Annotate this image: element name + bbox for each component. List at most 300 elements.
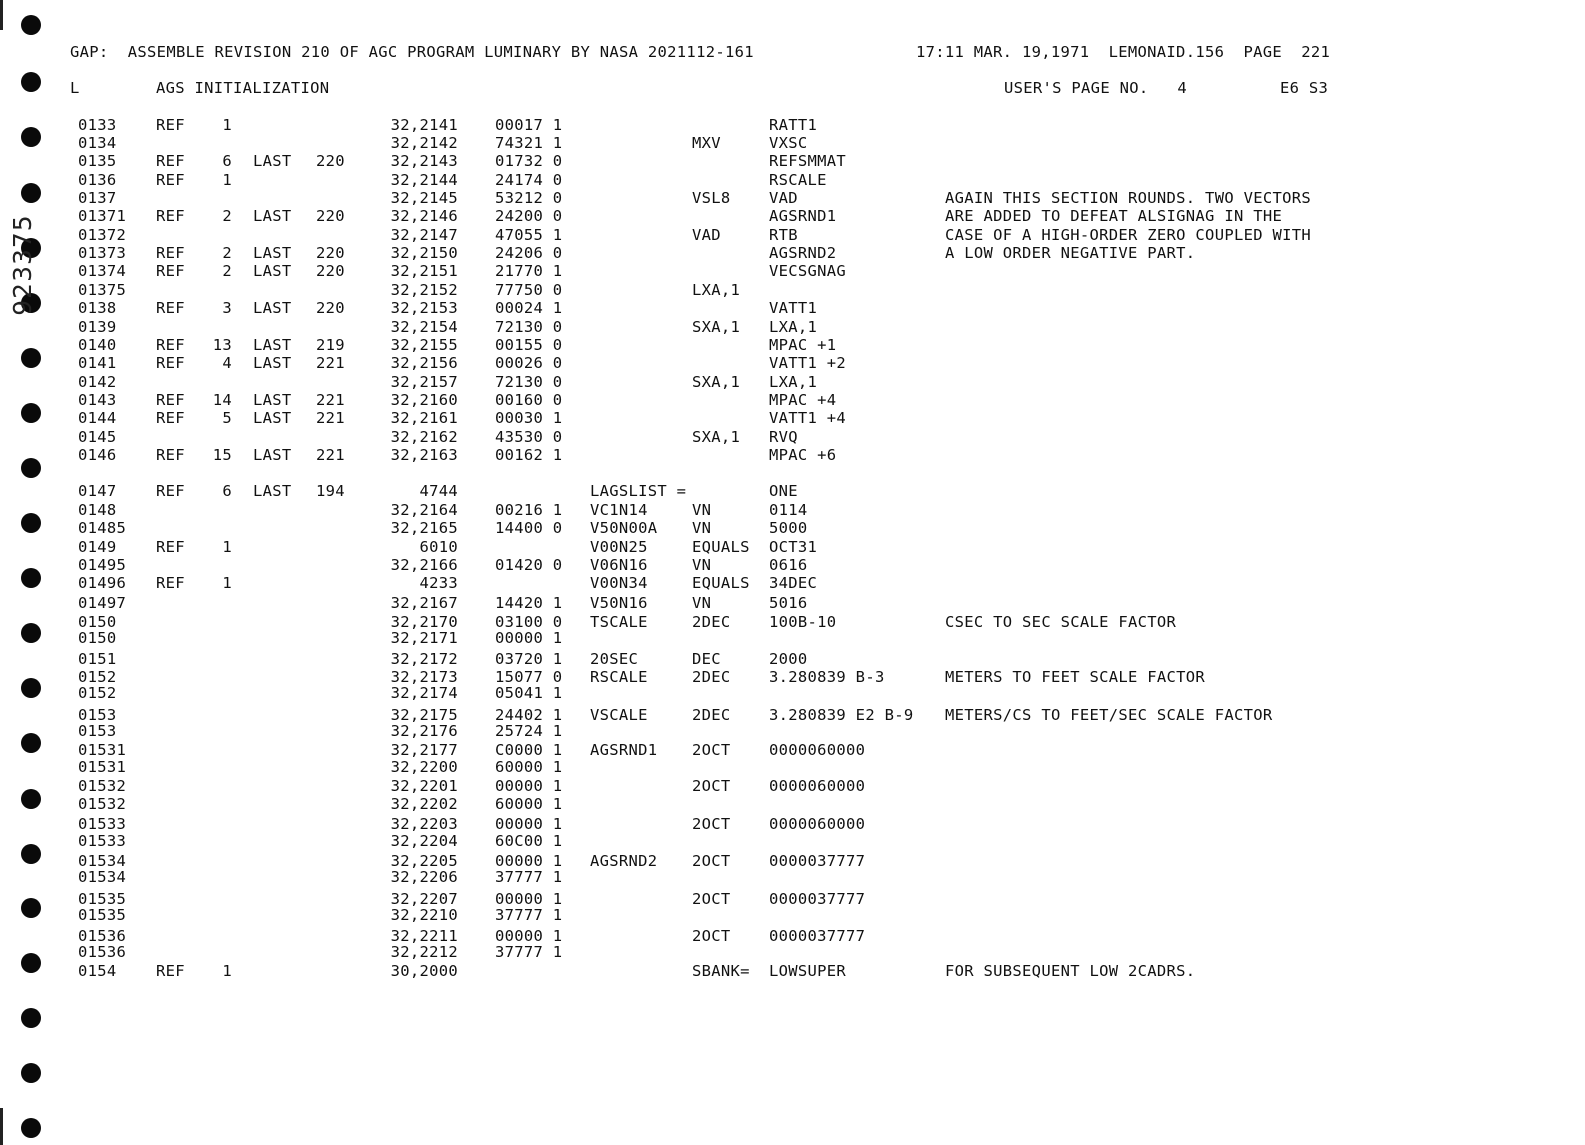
feed-hole <box>21 1008 41 1028</box>
cell-addr: 32,2146 <box>390 207 458 225</box>
cell-operand: AGSRND2 <box>769 244 837 262</box>
cell-word: 60000 1 <box>495 795 563 813</box>
listing-row <box>0 777 1585 795</box>
cell-lastn: 221 <box>316 409 345 427</box>
cell-addr: 32,2143 <box>390 152 458 170</box>
cell-word: 24174 0 <box>495 171 563 189</box>
cell-seq: 01373 <box>78 244 127 262</box>
cell-addr: 32,2155 <box>390 336 458 354</box>
cell-addr: 30,2000 <box>390 962 458 980</box>
cell-addr: 4233 <box>419 574 458 592</box>
cell-seq: 0147 <box>78 482 117 500</box>
listing-row <box>0 501 1585 519</box>
page-header-date: 17:11 MAR. 19,1971 LEMONAID.156 PAGE 221 <box>916 43 1331 61</box>
cell-operand: 5000 <box>769 519 808 537</box>
cell-seq: 01531 <box>78 741 127 759</box>
cell-addr: 32,2152 <box>390 281 458 299</box>
cell-addr: 32,2162 <box>390 428 458 446</box>
listing-row <box>0 207 1585 225</box>
cell-ref: REF <box>156 574 185 592</box>
cell-op: 2OCT <box>692 815 731 833</box>
cell-word: 05041 1 <box>495 684 563 702</box>
cell-ref: REF <box>156 446 185 464</box>
cell-seq: 01532 <box>78 795 127 813</box>
cell-addr: 32,2205 <box>390 852 458 870</box>
cell-addr: 32,2154 <box>390 318 458 336</box>
cell-addr: 32,2204 <box>390 832 458 850</box>
cell-seq: 0142 <box>78 373 117 391</box>
cell-word: 14400 0 <box>495 519 563 537</box>
cell-ref: REF <box>156 262 185 280</box>
cell-operand: AGSRND1 <box>769 207 837 225</box>
cell-addr: 32,2145 <box>390 189 458 207</box>
cell-addr: 32,2151 <box>390 262 458 280</box>
cell-label: VC1N14 <box>590 501 648 519</box>
cell-ref: REF <box>156 207 185 225</box>
listing-row <box>0 741 1585 759</box>
cell-op: VN <box>692 501 712 519</box>
listing-row <box>0 152 1585 170</box>
cell-addr: 32,2212 <box>390 943 458 961</box>
listing-row <box>0 354 1585 372</box>
cell-lastn: 220 <box>316 152 345 170</box>
listing-row <box>0 134 1585 152</box>
listing-row <box>0 299 1585 317</box>
cell-comment: A LOW ORDER NEGATIVE PART. <box>945 244 1196 262</box>
listing-row <box>0 684 1585 702</box>
cell-word: 00162 1 <box>495 446 563 464</box>
cell-op: 2DEC <box>692 613 731 631</box>
cell-addr: 32,2207 <box>390 890 458 908</box>
cell-addr: 32,2167 <box>390 594 458 612</box>
cell-lastn: 221 <box>316 354 345 372</box>
cell-lastn: 219 <box>316 336 345 354</box>
cell-op: 2OCT <box>692 777 731 795</box>
cell-operand: RSCALE <box>769 171 827 189</box>
cell-operand: 0000060000 <box>769 741 866 759</box>
cell-label: V50N16 <box>590 594 648 612</box>
cell-word: 60000 1 <box>495 758 563 776</box>
cell-label: VSCALE <box>590 706 648 724</box>
cell-ref: REF <box>156 336 185 354</box>
cell-word: 24402 1 <box>495 706 563 724</box>
cell-seq: 0140 <box>78 336 117 354</box>
cell-addr: 32,2170 <box>390 613 458 631</box>
listing-row <box>0 318 1585 336</box>
cell-last: LAST <box>253 152 292 170</box>
listing-row <box>0 409 1585 427</box>
cell-ref: REF <box>156 538 185 556</box>
listing-row <box>0 336 1585 354</box>
cell-op: SXA,1 <box>692 373 741 391</box>
cell-addr: 32,2172 <box>390 650 458 668</box>
cell-operand: RVQ <box>769 428 798 446</box>
cell-op: SBANK= <box>692 962 750 980</box>
listing-row <box>0 538 1585 556</box>
cell-label: V00N25 <box>590 538 648 556</box>
cell-addr: 32,2147 <box>390 226 458 244</box>
listing-row <box>0 281 1585 299</box>
listing-row <box>0 446 1585 464</box>
cell-seq: 0145 <box>78 428 117 446</box>
cell-last: LAST <box>253 482 292 500</box>
listing-row <box>0 519 1585 537</box>
cell-word: 24200 0 <box>495 207 563 225</box>
cell-seq: 0148 <box>78 501 117 519</box>
cell-seq: 0152 <box>78 684 117 702</box>
listing-row <box>0 391 1585 409</box>
listing-row <box>0 244 1585 262</box>
cell-word: 00160 0 <box>495 391 563 409</box>
cell-operand: LXA,1 <box>769 373 818 391</box>
cell-addr: 32,2142 <box>390 134 458 152</box>
cell-seq: 01535 <box>78 906 127 924</box>
listing-row <box>0 832 1585 850</box>
cell-word: 77750 0 <box>495 281 563 299</box>
cell-seq: 0134 <box>78 134 117 152</box>
cell-comment: CSEC TO SEC SCALE FACTOR <box>945 613 1177 631</box>
page-edge-mark <box>0 0 3 30</box>
cell-addr: 32,2202 <box>390 795 458 813</box>
cell-operand: VXSC <box>769 134 808 152</box>
listing-row <box>0 428 1585 446</box>
feed-hole <box>21 72 41 92</box>
cell-refn: 1 <box>222 116 232 134</box>
cell-addr: 32,2210 <box>390 906 458 924</box>
cell-op: EQUALS <box>692 574 750 592</box>
cell-lastn: 221 <box>316 391 345 409</box>
cell-operand: VATT1 <box>769 299 818 317</box>
cell-last: LAST <box>253 409 292 427</box>
cell-seq: 0144 <box>78 409 117 427</box>
cell-seq: 0149 <box>78 538 117 556</box>
cell-ref: REF <box>156 962 185 980</box>
cell-operand: 0616 <box>769 556 808 574</box>
cell-operand: 34DEC <box>769 574 818 592</box>
cell-addr: 32,2200 <box>390 758 458 776</box>
page-code: E6 S3 <box>1280 79 1329 97</box>
cell-seq: 0133 <box>78 116 117 134</box>
cell-seq: 0153 <box>78 722 117 740</box>
cell-addr: 32,2165 <box>390 519 458 537</box>
cell-op: 2OCT <box>692 852 731 870</box>
cell-seq: 0135 <box>78 152 117 170</box>
cell-lastn: 220 <box>316 262 345 280</box>
cell-op: VN <box>692 519 712 537</box>
cell-operand: 5016 <box>769 594 808 612</box>
cell-comment: AGAIN THIS SECTION ROUNDS. TWO VECTORS <box>945 189 1312 207</box>
cell-seq: 01536 <box>78 943 127 961</box>
cell-refn: 1 <box>222 171 232 189</box>
listing-row <box>0 962 1585 980</box>
cell-op: SXA,1 <box>692 318 741 336</box>
cell-seq: 01531 <box>78 758 127 776</box>
cell-seq: 01371 <box>78 207 127 225</box>
cell-word: 72130 0 <box>495 318 563 336</box>
cell-addr: 32,2164 <box>390 501 458 519</box>
cell-word: 74321 1 <box>495 134 563 152</box>
cell-word: 37777 1 <box>495 943 563 961</box>
cell-word: 37777 1 <box>495 906 563 924</box>
cell-ref: REF <box>156 116 185 134</box>
cell-refn: 3 <box>222 299 232 317</box>
page-header-title: GAP: ASSEMBLE REVISION 210 OF AGC PROGRAM LUMINARY BY NASA 2021112-161 <box>70 43 754 61</box>
cell-lastn: 220 <box>316 299 345 317</box>
cell-op: LXA,1 <box>692 281 741 299</box>
cell-seq: 0141 <box>78 354 117 372</box>
cell-op: MXV <box>692 134 721 152</box>
listing-row <box>0 556 1585 574</box>
cell-refn: 2 <box>222 207 232 225</box>
cell-op: 2DEC <box>692 668 731 686</box>
cell-word: 00000 1 <box>495 815 563 833</box>
cell-word: 25724 1 <box>495 722 563 740</box>
cell-ref: REF <box>156 354 185 372</box>
cell-word: 00017 1 <box>495 116 563 134</box>
cell-last: LAST <box>253 244 292 262</box>
cell-ref: REF <box>156 244 185 262</box>
cell-refn: 13 <box>212 336 232 354</box>
cell-seq: 01375 <box>78 281 127 299</box>
cell-addr: 4744 <box>419 482 458 500</box>
cell-operand: 3.280839 E2 B-9 <box>769 706 914 724</box>
cell-addr: 32,2161 <box>390 409 458 427</box>
cell-addr: 32,2203 <box>390 815 458 833</box>
cell-seq: 01374 <box>78 262 127 280</box>
cell-word: 00000 1 <box>495 777 563 795</box>
cell-seq: 01532 <box>78 777 127 795</box>
cell-label: V50N00A <box>590 519 658 537</box>
cell-label: V06N16 <box>590 556 648 574</box>
cell-addr: 32,2160 <box>390 391 458 409</box>
cell-word: 00216 1 <box>495 501 563 519</box>
cell-addr: 32,2166 <box>390 556 458 574</box>
cell-seq: 0138 <box>78 299 117 317</box>
cell-word: 21770 1 <box>495 262 563 280</box>
cell-operand: 2000 <box>769 650 808 668</box>
cell-refn: 1 <box>222 538 232 556</box>
cell-operand: 3.280839 B-3 <box>769 668 885 686</box>
cell-word: 00155 0 <box>495 336 563 354</box>
cell-label: AGSRND1 <box>590 741 658 759</box>
cell-addr: 32,2163 <box>390 446 458 464</box>
cell-operand: REFSMMAT <box>769 152 847 170</box>
cell-last: LAST <box>253 336 292 354</box>
cell-refn: 2 <box>222 262 232 280</box>
cell-addr: 32,2156 <box>390 354 458 372</box>
cell-label: LAGSLIST = <box>590 482 687 500</box>
cell-seq: 0151 <box>78 650 117 668</box>
cell-seq: 0154 <box>78 962 117 980</box>
cell-refn: 6 <box>222 482 232 500</box>
cell-addr: 32,2153 <box>390 299 458 317</box>
cell-ref: REF <box>156 152 185 170</box>
cell-word: 00000 1 <box>495 852 563 870</box>
cell-op: VAD <box>692 226 721 244</box>
cell-operand: MPAC +6 <box>769 446 837 464</box>
cell-refn: 1 <box>222 574 232 592</box>
cell-seq: 0152 <box>78 668 117 686</box>
cell-ref: REF <box>156 409 185 427</box>
cell-seq: 01535 <box>78 890 127 908</box>
cell-ref: REF <box>156 482 185 500</box>
cell-op: VSL8 <box>692 189 731 207</box>
user-page-number: USER'S PAGE NO. 4 <box>1004 79 1188 97</box>
cell-last: LAST <box>253 391 292 409</box>
cell-op: 2OCT <box>692 890 731 908</box>
cell-operand: RTB <box>769 226 798 244</box>
cell-operand: ONE <box>769 482 798 500</box>
cell-lastn: 220 <box>316 244 345 262</box>
cell-operand: VAD <box>769 189 798 207</box>
cell-operand: 0000037777 <box>769 927 866 945</box>
cell-word: 72130 0 <box>495 373 563 391</box>
cell-addr: 32,2150 <box>390 244 458 262</box>
cell-addr: 32,2144 <box>390 171 458 189</box>
cell-seq: 0136 <box>78 171 117 189</box>
cell-comment: METERS/CS TO FEET/SEC SCALE FACTOR <box>945 706 1273 724</box>
listing-row <box>0 795 1585 813</box>
listing-row <box>0 116 1585 134</box>
cell-word: 00000 1 <box>495 927 563 945</box>
cell-addr: 32,2176 <box>390 722 458 740</box>
cell-op: DEC <box>692 650 721 668</box>
cell-addr: 32,2141 <box>390 116 458 134</box>
cell-op: 2OCT <box>692 927 731 945</box>
cell-word: 47055 1 <box>495 226 563 244</box>
cell-seq: 01485 <box>78 519 127 537</box>
cell-seq: 01534 <box>78 868 127 886</box>
feed-hole <box>21 1063 41 1083</box>
listing-row <box>0 574 1585 592</box>
cell-refn: 4 <box>222 354 232 372</box>
cell-op: EQUALS <box>692 538 750 556</box>
feed-hole <box>21 15 41 35</box>
cell-word: 00026 0 <box>495 354 563 372</box>
cell-word: 00024 1 <box>495 299 563 317</box>
cell-label: V00N34 <box>590 574 648 592</box>
cell-lastn: 221 <box>316 446 345 464</box>
cell-word: 24206 0 <box>495 244 563 262</box>
listing-row <box>0 189 1585 207</box>
cell-operand: 100B-10 <box>769 613 837 631</box>
cell-seq: 0139 <box>78 318 117 336</box>
cell-seq: 01495 <box>78 556 127 574</box>
cell-operand: 0114 <box>769 501 808 519</box>
cell-operand: 0000060000 <box>769 777 866 795</box>
section-title: AGS INITIALIZATION <box>156 79 330 97</box>
cell-word: 00000 1 <box>495 890 563 908</box>
page-edge-mark <box>0 1108 3 1145</box>
cell-last: LAST <box>253 299 292 317</box>
cell-refn: 14 <box>212 391 232 409</box>
cell-op: 2OCT <box>692 741 731 759</box>
cell-refn: 2 <box>222 244 232 262</box>
listing-row <box>0 650 1585 668</box>
cell-ref: REF <box>156 171 185 189</box>
cell-word: 03100 0 <box>495 613 563 631</box>
cell-comment: METERS TO FEET SCALE FACTOR <box>945 668 1206 686</box>
cell-seq: 01536 <box>78 927 127 945</box>
cell-operand: VATT1 +4 <box>769 409 847 427</box>
cell-last: LAST <box>253 446 292 464</box>
cell-label: AGSRND2 <box>590 852 658 870</box>
cell-comment: ARE ADDED TO DEFEAT ALSIGNAG IN THE <box>945 207 1283 225</box>
cell-seq: 0146 <box>78 446 117 464</box>
listing-row <box>0 868 1585 886</box>
cell-operand: LXA,1 <box>769 318 818 336</box>
cell-addr: 32,2201 <box>390 777 458 795</box>
cell-label: RSCALE <box>590 668 648 686</box>
cell-label: 20SEC <box>590 650 639 668</box>
cell-addr: 32,2173 <box>390 668 458 686</box>
cell-addr: 32,2174 <box>390 684 458 702</box>
cell-seq: 0150 <box>78 613 117 631</box>
cell-addr: 32,2157 <box>390 373 458 391</box>
cell-operand: 0000060000 <box>769 815 866 833</box>
cell-op: VN <box>692 594 712 612</box>
cell-word: 01420 0 <box>495 556 563 574</box>
cell-last: LAST <box>253 207 292 225</box>
cell-word: 14420 1 <box>495 594 563 612</box>
cell-last: LAST <box>253 354 292 372</box>
cell-seq: 01372 <box>78 226 127 244</box>
cell-operand: MPAC +1 <box>769 336 837 354</box>
cell-seq: 01497 <box>78 594 127 612</box>
listing-row <box>0 943 1585 961</box>
cell-operand: MPAC +4 <box>769 391 837 409</box>
cell-operand: VECSGNAG <box>769 262 847 280</box>
cell-seq: 0150 <box>78 629 117 647</box>
cell-word: C0000 1 <box>495 741 563 759</box>
cell-word: 60C00 1 <box>495 832 563 850</box>
cell-refn: 5 <box>222 409 232 427</box>
cell-addr: 6010 <box>419 538 458 556</box>
listing-row <box>0 815 1585 833</box>
cell-addr: 32,2177 <box>390 741 458 759</box>
cell-addr: 32,2171 <box>390 629 458 647</box>
cell-op: VN <box>692 556 712 574</box>
cell-word: 00030 1 <box>495 409 563 427</box>
cell-label: TSCALE <box>590 613 648 631</box>
listing-row <box>0 629 1585 647</box>
cell-operand: OCT31 <box>769 538 818 556</box>
cell-refn: 1 <box>222 962 232 980</box>
cell-word: 03720 1 <box>495 650 563 668</box>
cell-lastn: 194 <box>316 482 345 500</box>
cell-word: 00000 1 <box>495 629 563 647</box>
feed-hole <box>21 1118 41 1138</box>
cell-comment: FOR SUBSEQUENT LOW 2CADRS. <box>945 962 1196 980</box>
cell-ref: REF <box>156 391 185 409</box>
cell-refn: 6 <box>222 152 232 170</box>
cell-comment: CASE OF A HIGH-ORDER ZERO COUPLED WITH <box>945 226 1312 244</box>
cell-lastn: 220 <box>316 207 345 225</box>
cell-seq: 01533 <box>78 815 127 833</box>
cell-operand: LOWSUPER <box>769 962 847 980</box>
listing-row <box>0 594 1585 612</box>
listing-row <box>0 758 1585 776</box>
cell-word: 15077 0 <box>495 668 563 686</box>
cell-ref: REF <box>156 299 185 317</box>
side-serial-stamp: 923375 <box>8 214 37 316</box>
section-marker: L <box>70 79 80 97</box>
listing-row <box>0 171 1585 189</box>
cell-op: SXA,1 <box>692 428 741 446</box>
listing-row <box>0 482 1585 500</box>
listing-row <box>0 906 1585 924</box>
cell-operand: VATT1 +2 <box>769 354 847 372</box>
